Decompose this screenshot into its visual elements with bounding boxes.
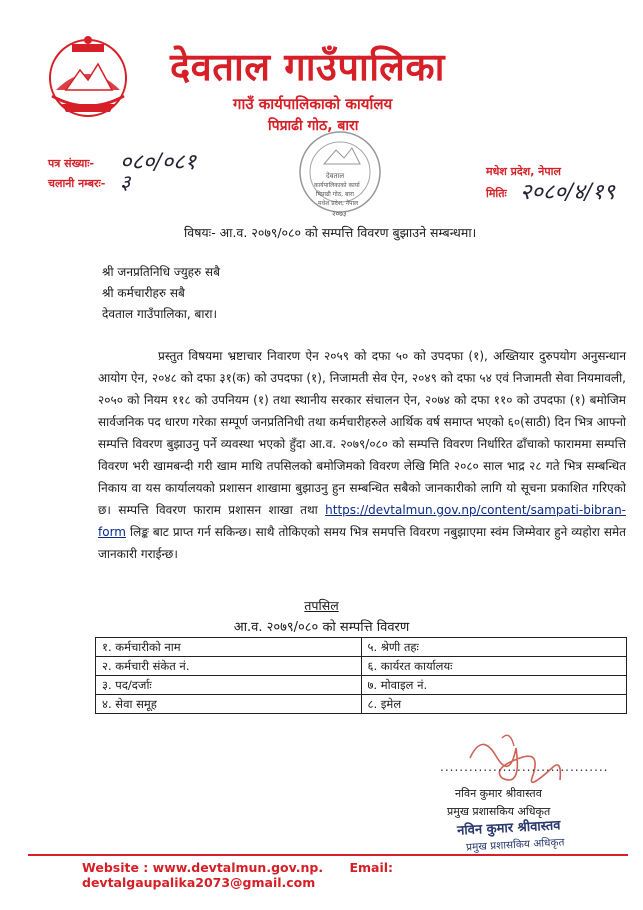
office-stamp — [290, 126, 390, 222]
table-cell: ५. श्रेणी तहः — [361, 638, 627, 657]
signatory-title: प्रमुख प्रशासकिय अधिकृत — [447, 805, 551, 818]
sampati-form-link[interactable]: https://devtalmun.gov.np/content/sampati-bibran-form — [98, 503, 626, 539]
table-cell: ७. मोवाइल नं. — [361, 676, 627, 695]
stamp-line-1: देवताल — [326, 172, 345, 180]
stamp-signatory-title: प्रमुख प्रशासकिय अधिकृत — [465, 836, 565, 854]
table-row — [96, 695, 627, 714]
ref-label: पत्र संख्याः- — [48, 157, 95, 170]
dispatch-label: चलानी नम्बरः- — [48, 177, 106, 190]
ref-value: ०८०/०८१ — [120, 150, 197, 175]
table-cell: १. कर्मचारीको नाम — [96, 638, 362, 657]
recipient-line: श्री जनप्रतिनिधि ज्युहरु सबै — [102, 265, 220, 279]
footer-contact — [82, 860, 643, 890]
table-row — [96, 657, 627, 676]
date-label: मितिः — [486, 187, 507, 200]
schedule-subtitle: आ.व. २०७९/०८० को सम्पत्ति विवरण — [233, 620, 410, 635]
stamp-line-4: मधेश प्रदेश, नेपाल — [318, 200, 359, 207]
footer-website: Website : www.devtalmun.gov.np. — [82, 860, 324, 875]
emblem-logo — [42, 30, 134, 122]
table-row — [96, 676, 627, 695]
footer-divider — [28, 854, 628, 856]
stamp-signatory-name: नविन कुमार श्रीवास्तव — [456, 818, 561, 839]
table-row — [96, 638, 627, 657]
footer-email: Email: devtalgaupalika2073@gmail.com — [82, 860, 394, 890]
schedule-title: तपसिल — [304, 598, 339, 613]
table-cell: ६. कार्यरत कार्यालयः — [361, 657, 627, 676]
recipient-line: श्री कर्मचारीहरु सबै — [102, 286, 185, 300]
stamp-line-5: २०७३ — [332, 210, 347, 218]
subject-line: विषयः- आ.व. २०७९/०८० को सम्पत्ति विवरण बुझाउने सम्बन्धमा। — [184, 225, 477, 240]
asset-details-table — [95, 637, 627, 714]
signatory-name: नविन कुमार श्रीवास्तव — [455, 787, 542, 800]
table-cell: ४. सेवा समूह — [96, 695, 362, 714]
table-cell: २. कर्मचारी संकेत नं. — [96, 657, 362, 676]
table-cell: ८. इमेल — [361, 695, 627, 714]
stamp-line-2: कार्यपालिकाको कार्या — [314, 182, 360, 189]
municipality-title: देवताल गाउँपालिका — [170, 45, 445, 89]
office-subtitle: गाउँ कार्यपालिकाको कार्यालय — [233, 95, 393, 113]
notice-body — [98, 345, 626, 565]
stamp-line-3: पिप्राढी गोठ, बारा — [316, 191, 354, 198]
province-label: मधेश प्रदेश, नेपाल — [486, 165, 561, 178]
recipient-line: देवताल गाउँपालिका, बारा। — [102, 307, 218, 321]
body-text-end: लिङ्क बाट प्राप्त गर्न सकिन्छ। साथै तोकिएको समय भित्र समपत्ति विवरण नबुझाएमा स्वंम जिम्मेवार हुने व्यहोरा समेत जानकारी गराईन्छ। — [98, 525, 626, 561]
body-text-main: प्रस्तुत विषयमा भ्रष्टाचार निवारण ऐन २०५९ को दफा ५० को उपदफा (१), अख्तियार दुरुपयोग अनुसन्धान आयोग ऐन, २०४८ को दफा ३१(क) को उपदफा (१), निजामती सेव ऐन, २०४९ को दफा ५४ एवं निजामती सेवा नियमावली, २०५० को नियम ११८ को उपनियम (१) तथा स्थानीय सरकार संचालन ऐन, २०७४ को दफा ११० को उपदफा (१) बमोजिम सार्वजनिक पद धारण गरेका सम्पूर्ण जनप्रतिनिधी तथा कर्मचारीहरुले आर्थिक वर्ष समाप्त भएको ६०(साठी) दिन भित्र आफ्नो सम्पत्ति विवरण बुझाउनु पर्ने व्यवस्था भएको हुँदा आ.व. २०७९/०८० को सम्पत्ति विवरण निर्धारित ढाँचाको फाराममा सम्पत्ति विवरण भरी खामबन्दी गरी खाम माथि तपसिलको बमोजिमको विवरण लेखि मिति २०८० साल भाद्र २८ गते भित्र सम्बन्धित निकाय वा यस कार्यालयको प्रशासन शाखामा बुझाउनु हुन सम्बन्धित सबैको जानकारीको लागि यो सूचना प्रकाशित गरिएको छ। सम्पत्ति विवरण फाराम प्रशासन शाखा तथा — [98, 349, 626, 517]
table-cell: ३. पद/दर्जाः — [96, 676, 362, 695]
signature-dots: ................................... — [440, 760, 609, 774]
date-value: २०८०/४/१९ — [520, 180, 615, 205]
dispatch-value: ३ — [120, 170, 131, 194]
office-address: पिप्राढी गोठ, बारा — [268, 118, 359, 134]
